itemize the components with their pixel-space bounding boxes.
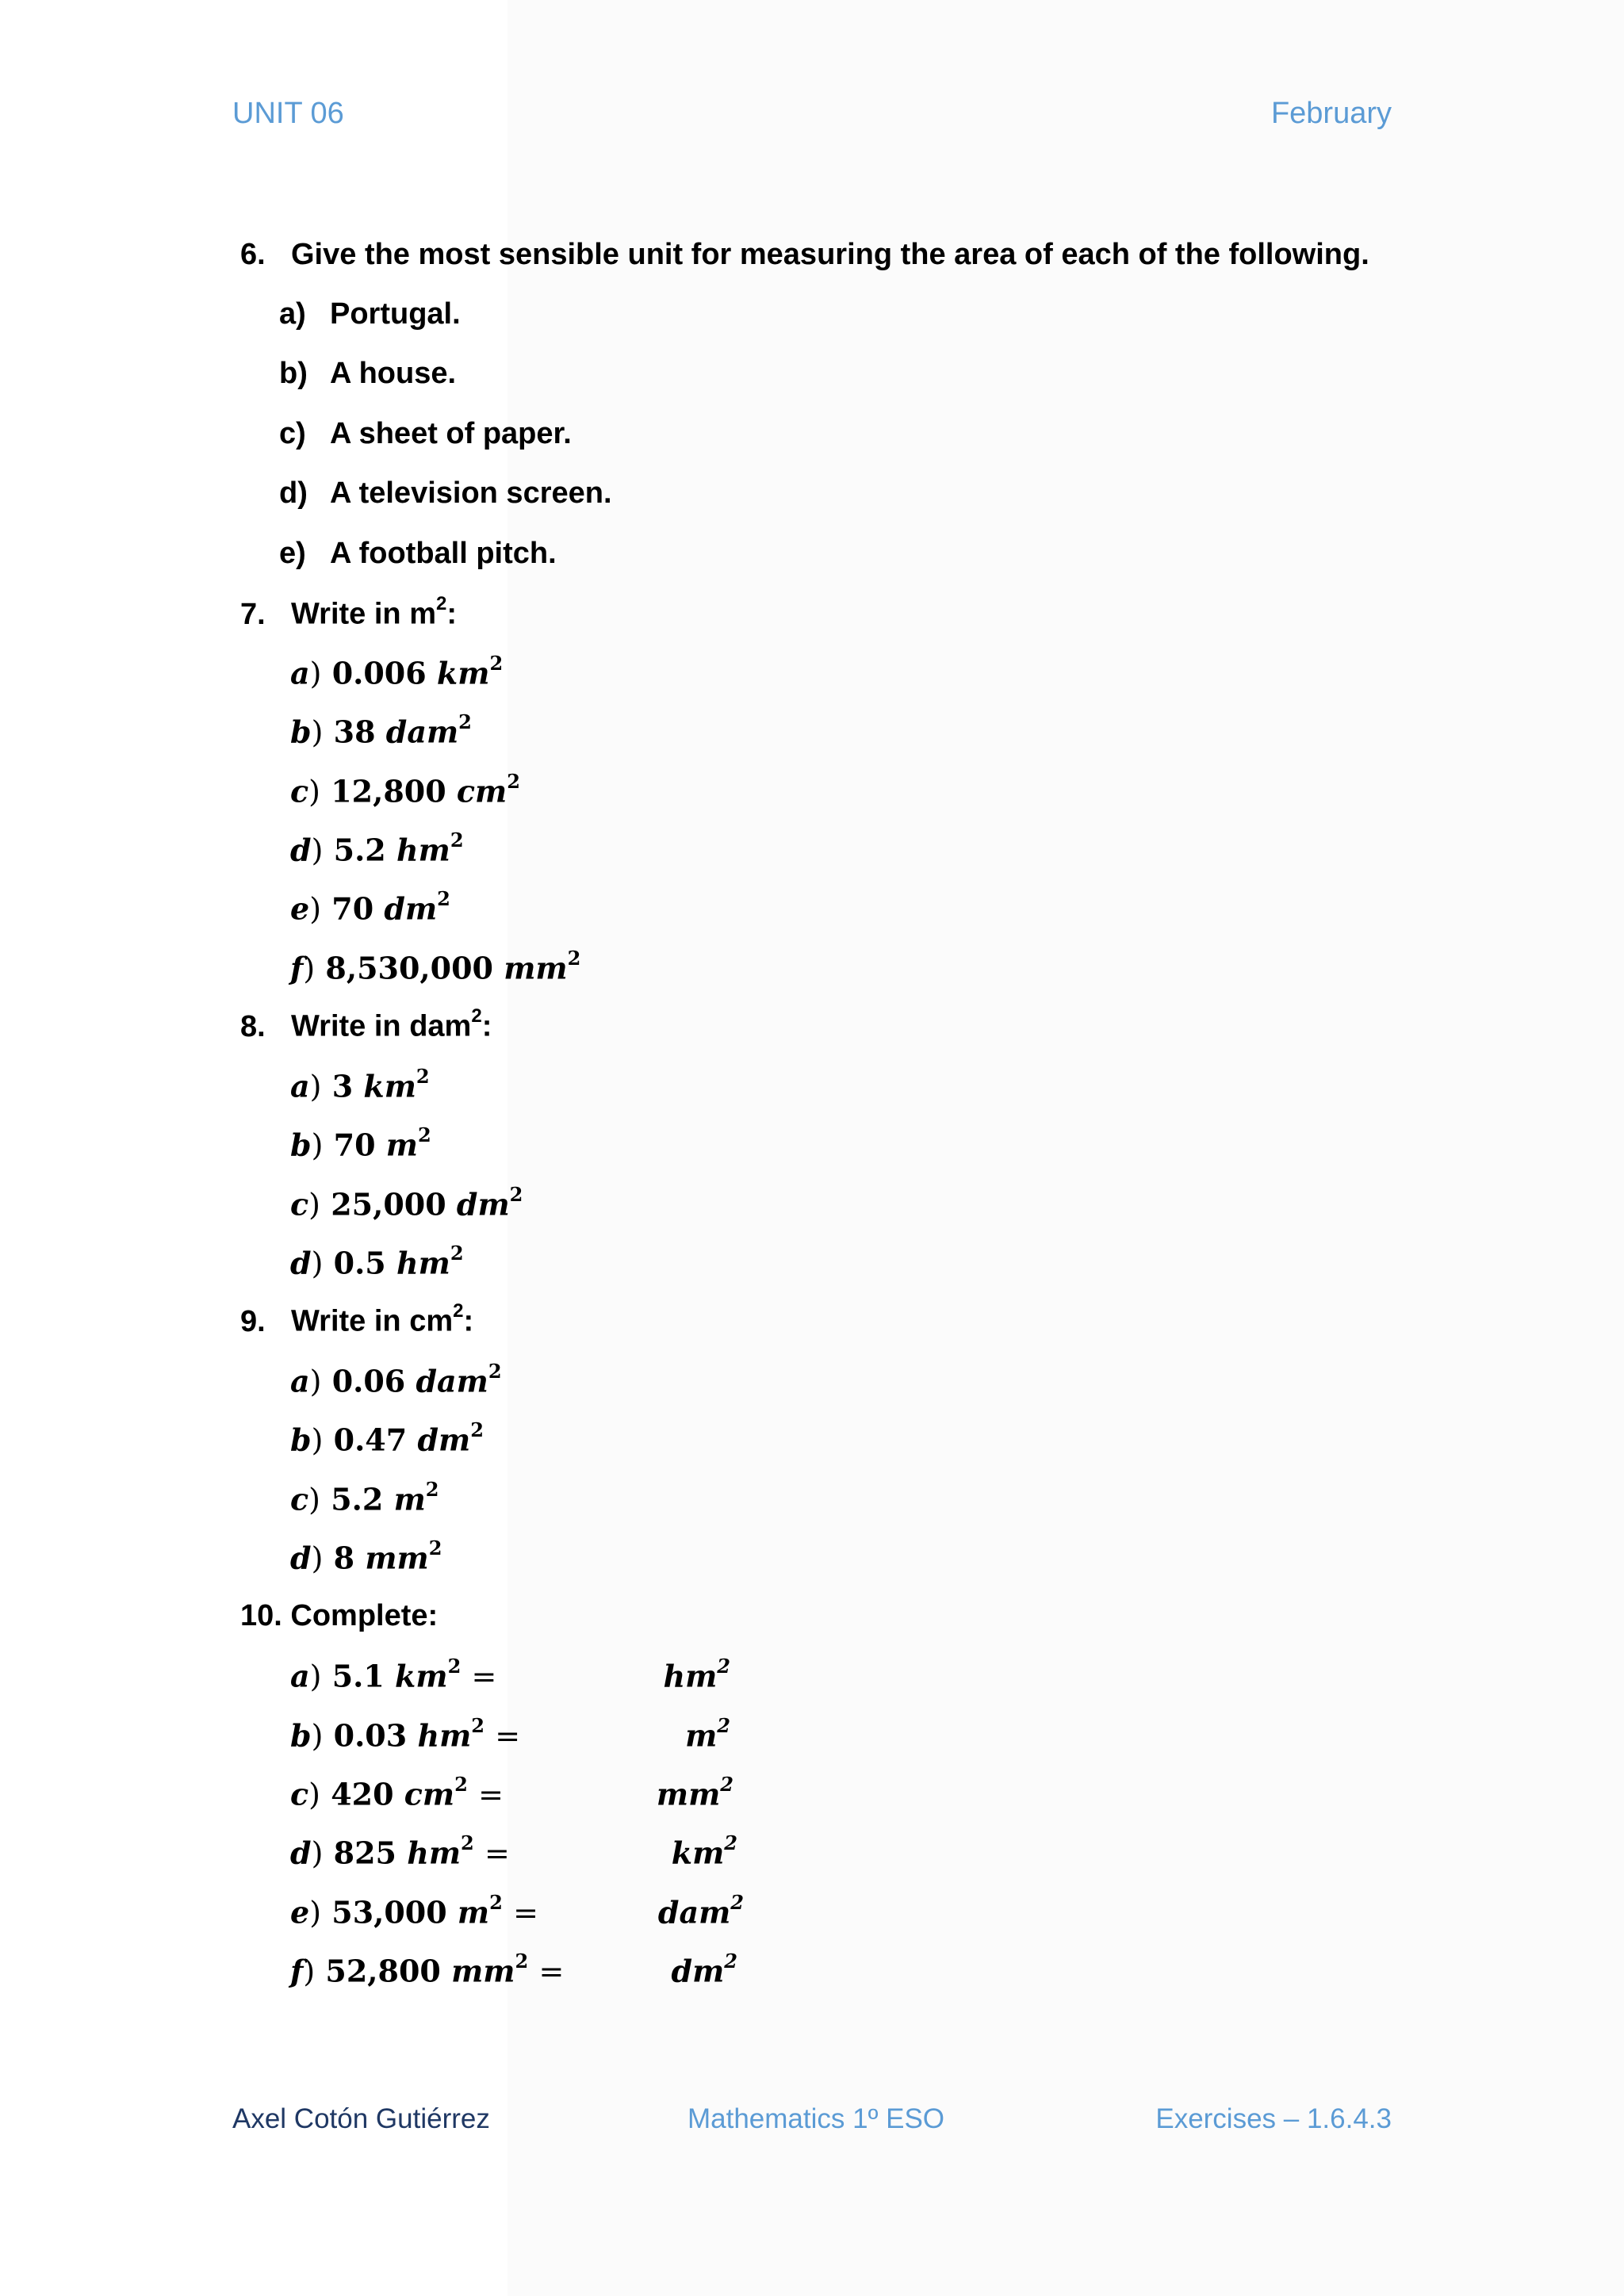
item-value: 12,800 [331, 773, 446, 809]
exponent: 2 [454, 1773, 468, 1796]
exponent: 2 [507, 770, 520, 793]
equation-item [290, 1891, 744, 1931]
item-value: 52,800 [325, 1953, 441, 1989]
exponent: 2 [724, 1831, 737, 1854]
math-item [290, 1242, 464, 1281]
item-label: a [290, 1068, 310, 1104]
item-label: d [290, 1835, 312, 1871]
item-paren: ) [309, 1364, 322, 1399]
item-paren: ) [309, 656, 322, 691]
item-value: 53,000 [331, 1894, 447, 1931]
exponent: 2 [489, 1891, 503, 1914]
item-unit: m [393, 1481, 426, 1517]
question-6 [240, 238, 1369, 272]
header-month: February [1270, 97, 1392, 130]
list-item [279, 476, 612, 511]
item-unit: mm [451, 1953, 515, 1989]
item-value: 5.2 [331, 1481, 384, 1517]
math-item [290, 1478, 439, 1517]
exponent: 2 [450, 828, 464, 851]
item-paren: ) [311, 1718, 324, 1754]
exponent: 2 [488, 1360, 502, 1383]
math-item [290, 887, 450, 927]
item-label: b [290, 1717, 312, 1754]
item-value: 8 [333, 1540, 355, 1576]
exponent: 2 [425, 1478, 439, 1501]
item-paren: ) [308, 1482, 320, 1517]
footer-course: Mathematics 1º ESO [688, 2103, 945, 2134]
item-unit: dam [416, 1363, 488, 1399]
exponent: 2 [450, 1242, 464, 1265]
item-label: c [290, 1481, 309, 1517]
item-label: c [290, 1776, 309, 1812]
item-label: c [290, 1186, 309, 1223]
equation-item [290, 1655, 730, 1694]
footer-author: Axel Cotón Gutiérrez [232, 2103, 490, 2134]
equals-sign: = [495, 1718, 521, 1754]
item-unit: dm [384, 890, 438, 927]
item-value: 25,000 [331, 1186, 446, 1223]
equation-item [290, 1773, 733, 1812]
target-unit: km [671, 1835, 725, 1871]
exponent: 2 [717, 1714, 730, 1737]
item-value: 0.5 [333, 1245, 386, 1281]
item-value: 3 [331, 1068, 354, 1104]
item-unit: mm [365, 1540, 429, 1576]
equals-sign: = [513, 1895, 538, 1931]
exponent: 2 [437, 887, 450, 910]
item-paren: ) [309, 1895, 322, 1931]
footer-reference: Exercises – 1.6.4.3 [1155, 2103, 1392, 2134]
question-text: Write in dam [291, 1009, 472, 1043]
item-value: 38 [333, 714, 376, 750]
exponent: 2 [436, 593, 447, 614]
item-label: e) [279, 537, 306, 570]
question-7 [240, 593, 458, 632]
item-paren: ) [311, 832, 324, 868]
target-unit: dm [671, 1953, 725, 1989]
target-unit: dam [657, 1894, 731, 1931]
item-label: e [290, 1894, 310, 1931]
item-unit: km [436, 655, 490, 691]
item-text: A house. [330, 357, 457, 390]
equals-sign: = [478, 1777, 504, 1812]
item-paren: ) [308, 774, 320, 809]
item-paren: ) [308, 1777, 320, 1812]
item-unit: hm [407, 1835, 462, 1871]
exponent: 2 [509, 1183, 523, 1206]
item-value: 70 [333, 1127, 376, 1163]
item-value: 8,530,000 [325, 950, 493, 986]
item-value: 0.47 [333, 1422, 408, 1458]
equals-sign: = [484, 1835, 510, 1871]
item-label: c) [279, 417, 306, 450]
item-unit: hm [396, 832, 450, 868]
item-paren: ) [309, 1659, 322, 1694]
item-unit: km [363, 1068, 416, 1104]
exponent: 2 [567, 947, 581, 970]
math-item [290, 828, 464, 868]
math-item [290, 1418, 484, 1458]
exponent: 2 [471, 1005, 482, 1027]
math-item [290, 1123, 431, 1163]
item-text: A sheet of paper. [330, 417, 572, 450]
exponent: 2 [428, 1536, 442, 1559]
item-paren: ) [308, 1187, 320, 1223]
item-label: b) [279, 357, 308, 390]
item-label: e [290, 890, 310, 927]
list-item [279, 417, 572, 451]
item-unit: mm [504, 950, 568, 986]
exponent: 2 [724, 1950, 737, 1973]
item-paren: ) [311, 1127, 324, 1163]
question-colon: : [481, 1009, 492, 1043]
target-unit: m [685, 1717, 718, 1754]
item-label: a [290, 1658, 310, 1694]
item-label: a) [279, 297, 306, 331]
question-number: 10. [240, 1599, 282, 1632]
item-paren: ) [311, 1835, 324, 1871]
page-background [508, 0, 1624, 2296]
equals-sign: = [538, 1954, 565, 1989]
question-colon: : [446, 597, 458, 631]
question-number: 7. [240, 597, 266, 631]
question-text: Complete: [290, 1599, 439, 1632]
math-item [290, 652, 504, 691]
question-text: Write in cm [291, 1304, 454, 1338]
equation-item [290, 1714, 730, 1754]
equation-item [290, 1831, 737, 1871]
item-paren: ) [309, 1069, 322, 1104]
item-paren: ) [303, 1954, 316, 1989]
list-item [279, 357, 456, 391]
item-value: 70 [331, 890, 374, 927]
item-value: 5.1 [331, 1658, 385, 1694]
question-8 [240, 1005, 492, 1044]
item-text: Portugal. [330, 297, 461, 331]
question-text: Give the most sensible unit for measuring the area of each of the following. [291, 238, 1369, 271]
item-label: c [290, 773, 309, 809]
list-item [279, 297, 461, 331]
exponent: 2 [730, 1891, 744, 1914]
question-text: Write in m [291, 597, 436, 631]
exponent: 2 [471, 1714, 485, 1737]
item-unit: cm [404, 1776, 455, 1812]
exponent: 2 [458, 710, 472, 733]
item-label: f [290, 1953, 304, 1989]
math-item [290, 947, 581, 986]
exponent: 2 [447, 1655, 462, 1678]
item-paren: ) [309, 891, 322, 927]
exponent: 2 [489, 652, 504, 675]
math-item [290, 1360, 502, 1399]
question-colon: : [463, 1304, 474, 1338]
exponent: 2 [416, 1065, 430, 1088]
item-label: b [290, 1127, 312, 1163]
item-label: f [290, 950, 304, 986]
header-unit: UNIT 06 [232, 97, 344, 130]
question-number: 6. [240, 238, 266, 271]
item-unit: hm [396, 1245, 450, 1281]
item-unit: dm [456, 1186, 510, 1223]
exponent: 2 [417, 1123, 431, 1146]
item-paren: ) [303, 951, 316, 986]
item-label: d) [279, 476, 308, 510]
item-unit: km [395, 1658, 448, 1694]
list-item [279, 537, 557, 571]
item-value: 5.2 [333, 832, 386, 868]
target-unit: mm [656, 1776, 721, 1812]
item-value: 825 [333, 1835, 396, 1871]
exponent: 2 [515, 1950, 529, 1973]
item-value: 0.03 [333, 1717, 408, 1754]
question-10 [240, 1599, 438, 1633]
math-item [290, 1536, 442, 1576]
math-item [290, 1183, 523, 1223]
exponent: 2 [470, 1418, 484, 1441]
item-paren: ) [311, 1540, 324, 1576]
item-label: b [290, 714, 312, 750]
exponent: 2 [720, 1773, 733, 1796]
item-value: 0.006 [331, 655, 427, 691]
item-paren: ) [311, 714, 324, 750]
item-unit: dam [385, 714, 459, 750]
question-number: 8. [240, 1009, 266, 1043]
math-item [290, 710, 472, 750]
item-text: A football pitch. [330, 537, 557, 570]
equation-item [290, 1950, 737, 1989]
item-label: a [290, 655, 310, 691]
item-text: A television screen. [330, 476, 612, 510]
item-label: d [290, 832, 312, 868]
item-unit: m [385, 1127, 418, 1163]
question-number: 9. [240, 1304, 266, 1338]
item-unit: dm [417, 1422, 471, 1458]
item-paren: ) [311, 1246, 324, 1281]
exponent: 2 [461, 1831, 474, 1854]
item-value: 0.06 [331, 1363, 406, 1399]
item-label: a [290, 1363, 310, 1399]
item-unit: hm [417, 1717, 472, 1754]
item-unit: cm [456, 773, 508, 809]
item-label: d [290, 1245, 312, 1281]
math-item [290, 1065, 430, 1104]
exponent: 2 [717, 1655, 730, 1678]
exponent: 2 [453, 1300, 464, 1322]
question-9 [240, 1300, 474, 1339]
item-unit: m [457, 1894, 490, 1931]
target-unit: hm [663, 1658, 718, 1694]
item-paren: ) [311, 1422, 324, 1458]
equals-sign: = [471, 1659, 497, 1694]
item-label: b [290, 1422, 312, 1458]
item-value: 420 [331, 1776, 394, 1812]
math-item [290, 770, 520, 809]
item-label: d [290, 1540, 312, 1576]
